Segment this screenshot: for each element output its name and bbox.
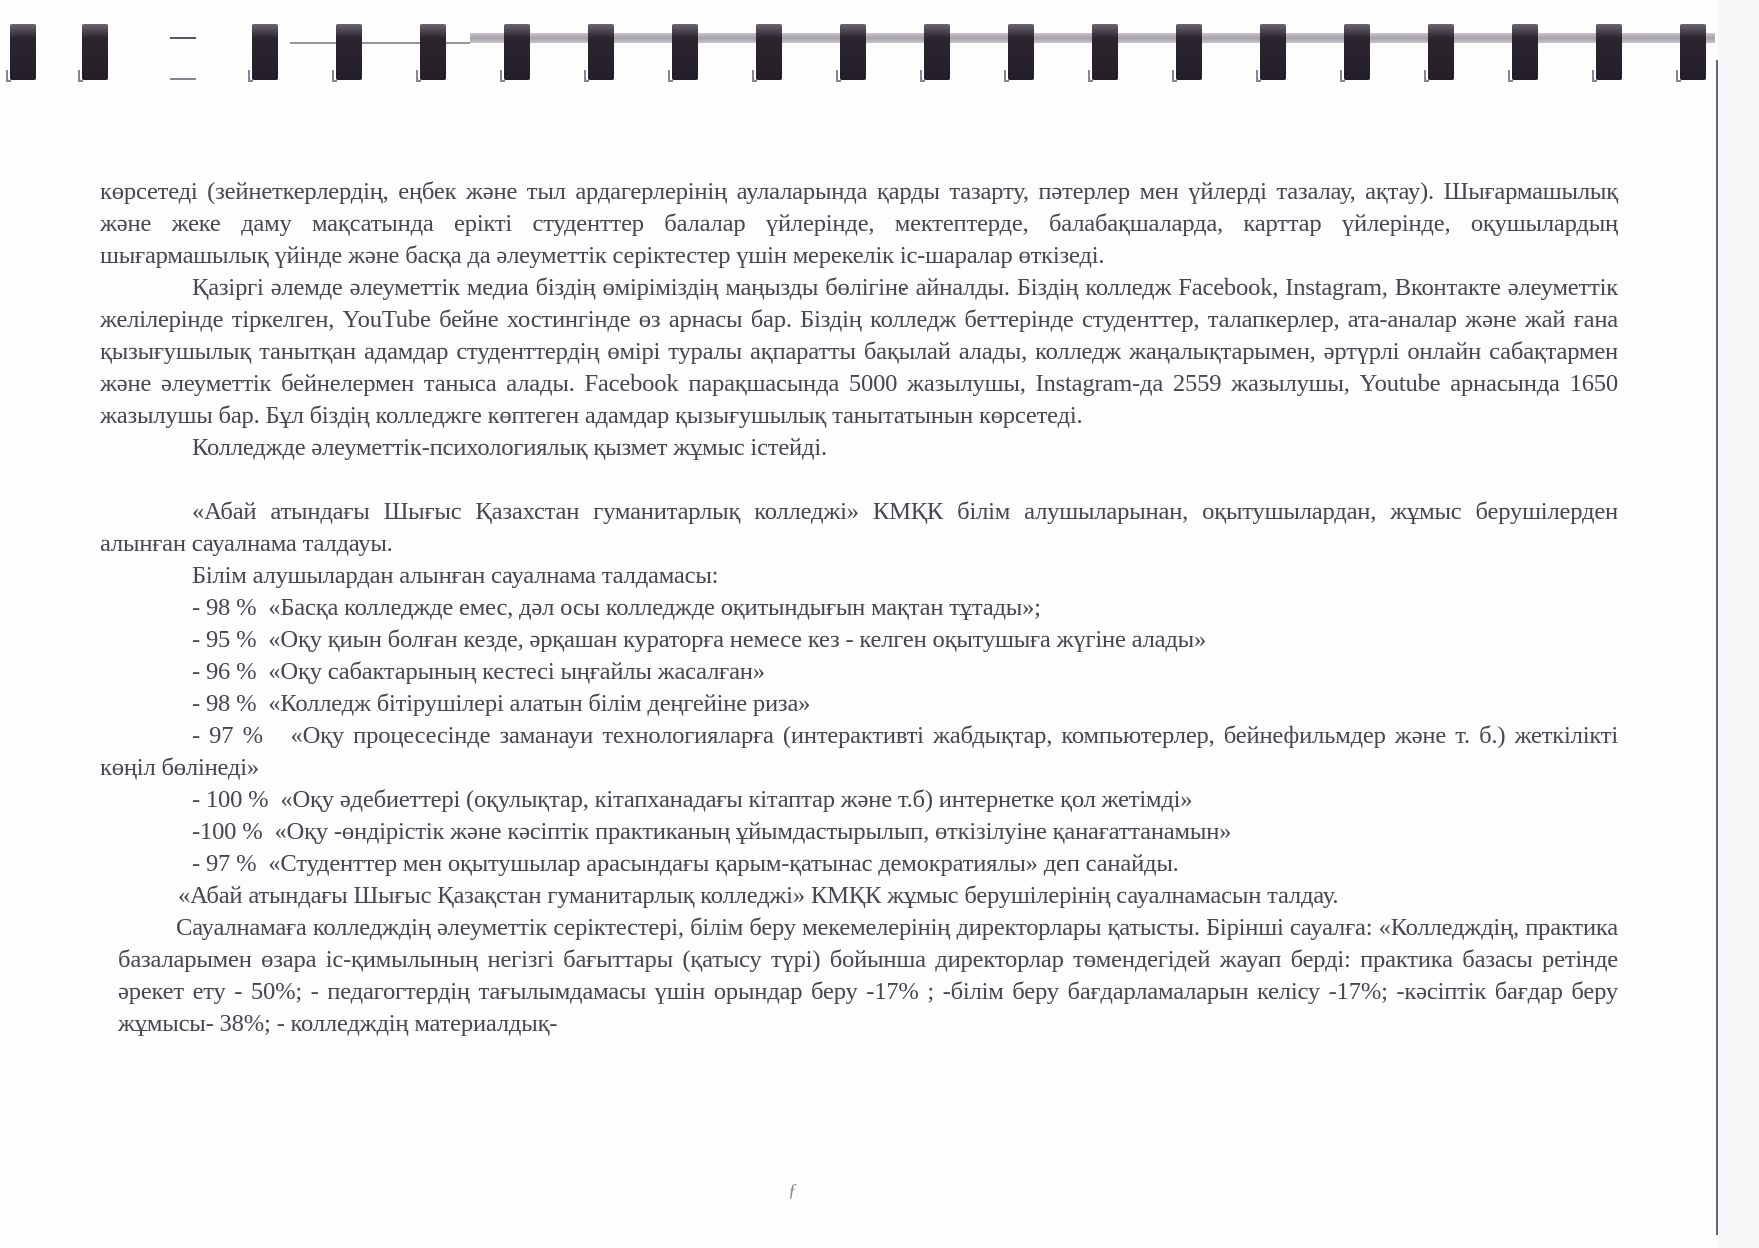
spacer xyxy=(100,464,1618,496)
page-mark: ƒ xyxy=(788,1180,797,1200)
binding-ring xyxy=(924,24,950,80)
binding-ring xyxy=(1512,24,1538,80)
survey-item xyxy=(100,720,1618,784)
page-right-edge xyxy=(1716,60,1718,1235)
paragraph-survey-title: «Абай атындағы Шығыс Қазахстан гуманитарлық колледжі» КМҚК білім алушыларынан, оқытушылардан, жұмыс берушілерден алынған сауалнама талдауы. xyxy=(100,498,1618,557)
binding-ring xyxy=(1680,24,1706,80)
binding-ring xyxy=(672,24,698,80)
survey-item-text: «Басқа колледжде емес, дәл осы колледжде оқитындығын мақтан тұтады»; xyxy=(268,594,1041,621)
survey-item-text: «Оқу сабактарының кестесі ыңғайлы жасалған» xyxy=(268,658,765,685)
binding-ring xyxy=(1260,24,1286,80)
survey-item-text: «Оқу -өндірістік және кәсіптік практиканың ұйымдастырылып, өткізілуіне қанағаттанамын» xyxy=(274,818,1232,845)
survey-item-percent: - 100 % xyxy=(192,786,269,813)
binding-ring xyxy=(336,24,362,80)
survey-item xyxy=(100,784,1618,816)
binding-ring xyxy=(82,24,108,80)
survey-item xyxy=(100,592,1618,624)
survey-item-text: «Колледж бітірушілері алатын білім деңгейіне риза» xyxy=(268,690,811,717)
binding-ring xyxy=(168,24,194,80)
survey-item-text: «Оқу әдебиеттері (оқулықтар, кітапханадағы кітаптар және т.б) интернетке қол жетімді» xyxy=(280,786,1193,813)
survey-list xyxy=(100,592,1618,880)
survey-item-percent: -100 % xyxy=(192,818,263,845)
survey-item xyxy=(100,624,1618,656)
survey-item-percent: - 98 % xyxy=(192,690,257,717)
survey-item xyxy=(100,848,1618,880)
document-body xyxy=(100,176,1618,1040)
paragraph-social-media: Қазіргі әлемде әлеуметтік медиа біздің өміріміздің маңызды бөлігіне айналды. Біздің колледж Facebook, Instagram, Вконтакте әлеуметтік желілерінде тіркелген, YouTube бейне хостингінде өз арнасы бар. Біздің колледж беттерінде студенттер, талапкерлер, ата-аналар және жай ғана қызығушылық танытқан адамдар студенттердің өмірі туралы ақпаратты бақылай алады, колледж жаңалықтарымен, әртүрлі онлайн сабақтармен және әлеуметтік бейнелермен таныса алады. Facebook парақшасында 5000 жазылушы, Instagram-да 2559 жазылушы, Youtube арнасында 1650 жазылушы бар. Бұл біздің колледжге көптеген адамдар қызығушылық танытатынын көрсетеді. xyxy=(100,274,1618,429)
survey-item-percent: - 97 % xyxy=(192,850,257,877)
survey-item-percent: - 95 % xyxy=(192,626,257,653)
binding-ring xyxy=(756,24,782,80)
survey-item xyxy=(100,656,1618,688)
binding-ring xyxy=(504,24,530,80)
survey-item-text: «Студенттер мен оқытушылар арасындағы қарым-қатынас демократиялы» деп санайды. xyxy=(268,850,1179,877)
employer-survey-paragraph: Сауалнамаға колледждің әлеуметтік серіктестері, білім беру мекемелерінің директорлары қатысты. Бірінші сауалға: «Колледждің, практика базаларымен өзара іс-қимылының негізгі бағыттары (қатысу түрі) бойынша директорлар төмендегідей жауап берді: практика базасы ретінде әрекет ету - 50%; - педагогтердің тағылымдамасы үшін орындар беру -17% ; -білім беру бағдарламаларын келісу -17%; -кәсіптік бағдар беру жұмысы- 38%; - колледждің материалдық- xyxy=(118,914,1618,1037)
employer-survey-heading: «Абай атындағы Шығыс Қазақстан гуманитарлық колледжі» КМҚК жұмыс берушілерінің сауалнамасын талдау. xyxy=(178,882,1339,909)
binding-ring xyxy=(252,24,278,80)
survey-item-text: «Оқу процесесінде заманауи технологияларға (интерактивті жабдықтар, компьютерлер, бейнефильмдер және т. б.) жеткілікті көңіл бөлінеді» xyxy=(100,722,1618,781)
binding-ring xyxy=(1176,24,1202,80)
binding-ring xyxy=(1344,24,1370,80)
survey-item-text: «Оқу қиын болған кезде, әрқашан кураторға немесе кез - келген оқытушыға жүгіне алады» xyxy=(268,626,1207,653)
paragraph-intro: көрсетеді (зейнеткерлердің, еңбек және тыл ардагерлерінің аулаларында қарды тазарту, пәтерлер мен үйлерді тазалау, ақтау). Шығармашылық және жеке даму мақсатында ерікті студенттер балалар үйлерінде, мектептерде, балабақшаларда, карттар үйлерінде, оқушылардың шығармашылық үйінде және басқа да әлеуметтік серіктестер үшін мерекелік іс-шаралар өткізеді. xyxy=(100,178,1618,269)
binding-ring xyxy=(1596,24,1622,80)
binding-ring xyxy=(1428,24,1454,80)
paragraph-student-survey-heading: Білім алушылардан алынған сауалнама талдамасы: xyxy=(192,562,719,589)
binding-ring xyxy=(840,24,866,80)
survey-item-percent: - 96 % xyxy=(192,658,257,685)
survey-item xyxy=(100,816,1618,848)
survey-item-percent: - 97 % xyxy=(192,722,273,749)
spiral-binding xyxy=(0,0,1759,100)
binding-ring xyxy=(588,24,614,80)
survey-item-percent: - 98 % xyxy=(192,594,257,621)
binding-ring xyxy=(1008,24,1034,80)
binding-ring xyxy=(10,24,36,80)
survey-item xyxy=(100,688,1618,720)
binding-ring xyxy=(420,24,446,80)
binding-ring xyxy=(1092,24,1118,80)
paragraph-psych-service: Колледжде әлеуметтік-психологиялық қызмет жұмыс істейді. xyxy=(192,434,827,461)
